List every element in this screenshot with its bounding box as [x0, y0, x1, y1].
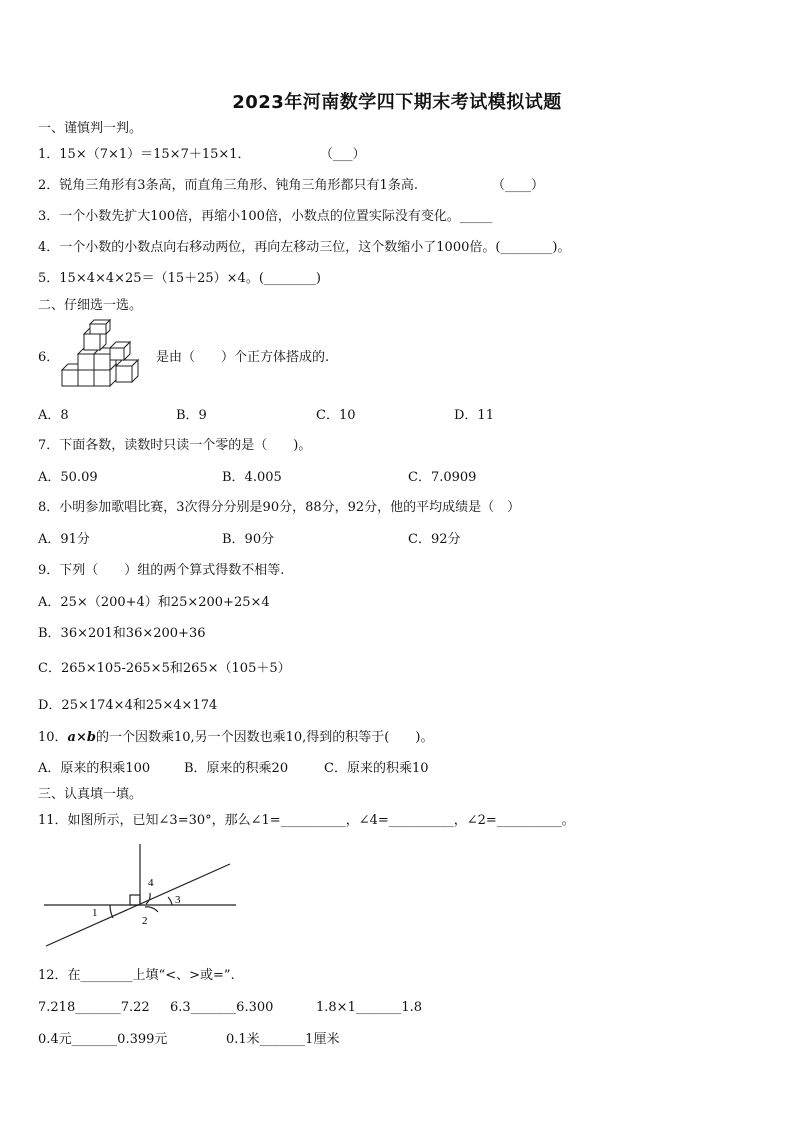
question-8-option-c[interactable]: C．92分 [408, 532, 461, 547]
question-11: 11．如图所示，已知∠3=30°，那么∠1=__________，∠4=__________，∠2=__________。 [38, 813, 575, 828]
question-12-item-2[interactable]: 6.3_______6.300 [170, 1000, 274, 1015]
question-10-option-b[interactable]: B．原来的积乘20 [184, 761, 289, 776]
question-9: 9．下列（ ）组的两个算式得数不相等. [38, 563, 285, 578]
question-6-option-a[interactable]: A．8 [38, 408, 69, 423]
question-7: 7．下面各数，读数时只读一个零的是（ )。 [38, 438, 312, 453]
question-3: 3．一个小数先扩大100倍，再缩小100倍，小数点的位置实际没有变化。_____ [38, 209, 493, 224]
question-1: 1．15×（7×1）＝15×7＋15×1． [38, 147, 251, 162]
question-12-item-5[interactable]: 0.1米_______1厘米 [226, 1032, 340, 1047]
question-9-option-a[interactable]: A．25×（200+4）和25×200+25×4 [38, 595, 270, 610]
section-1-heading: 一、谨慎判一判。 [38, 121, 143, 136]
question-12-item-4[interactable]: 0.4元_______0.399元 [38, 1032, 168, 1047]
question-10-variable: a×b [67, 730, 96, 745]
question-12: 12．在________上填“<、>或=”. [38, 968, 235, 983]
question-10-number: 10． [38, 730, 68, 745]
question-9-option-c[interactable]: C．265×105-265×5和265×（105＋5） [38, 661, 291, 676]
question-8: 8．小明参加歌唱比赛，3次得分分别是90分，88分，92分，他的平均成绩是（ ） [38, 500, 521, 515]
question-8-option-a[interactable]: A．91分 [38, 532, 90, 547]
question-1-answer-blank[interactable]: （___） [320, 147, 366, 162]
question-6-option-d[interactable]: D．11 [454, 408, 494, 423]
section-3-heading: 三、认真填一填。 [38, 787, 143, 802]
page-title: 2023年河南数学四下期末考试模拟试题 [232, 92, 562, 113]
question-10 [38, 730, 433, 746]
question-6-option-c[interactable]: C．10 [316, 408, 356, 423]
angle-label-1: 1 [92, 907, 98, 919]
angle-label-3: 3 [175, 894, 181, 906]
question-9-option-d[interactable]: D．25×174×4和25×4×174 [38, 698, 218, 713]
section-2-heading: 二、仔细选一选。 [38, 298, 143, 313]
angle-figure [40, 840, 240, 950]
question-6-option-b[interactable]: B．9 [176, 408, 207, 423]
question-10-option-c[interactable]: C．原来的积乘10 [324, 761, 429, 776]
question-12-item-3[interactable]: 1.8×1_______1.8 [316, 1000, 423, 1015]
angle-label-2: 2 [142, 915, 148, 927]
angle-label-4: 4 [148, 877, 154, 889]
cube-stack-figure [60, 320, 150, 390]
question-2: 2．锐角三角形有3条高，而直角三角形、钝角三角形都只有1条高. [38, 178, 418, 193]
question-2-answer-blank[interactable]: （____） [492, 178, 545, 193]
question-4: 4．一个小数的小数点向右移动两位，再向左移动三位，这个数缩小了1000倍。(________)。 [38, 240, 571, 255]
question-7-option-b[interactable]: B．4.005 [222, 470, 282, 485]
question-10-option-a[interactable]: A．原来的积乘100 [38, 761, 151, 776]
question-7-option-a[interactable]: A．50.09 [38, 470, 98, 485]
question-5: 5．15×4×4×25＝（15＋25）×4。(________) [38, 271, 321, 286]
question-6: 是由（ ）个正方体搭成的. [156, 350, 330, 365]
question-9-option-b[interactable]: B．36×201和36×200+36 [38, 626, 206, 641]
question-6-number: 6． [38, 350, 60, 365]
question-12-item-1[interactable]: 7.218_______7.22 [38, 1000, 150, 1015]
question-7-option-c[interactable]: C．7.0909 [408, 470, 477, 485]
question-8-option-b[interactable]: B．90分 [222, 532, 275, 547]
question-10-text: 的一个因数乘10,另一个因数也乘10,得到的积等于( )。 [95, 730, 434, 745]
